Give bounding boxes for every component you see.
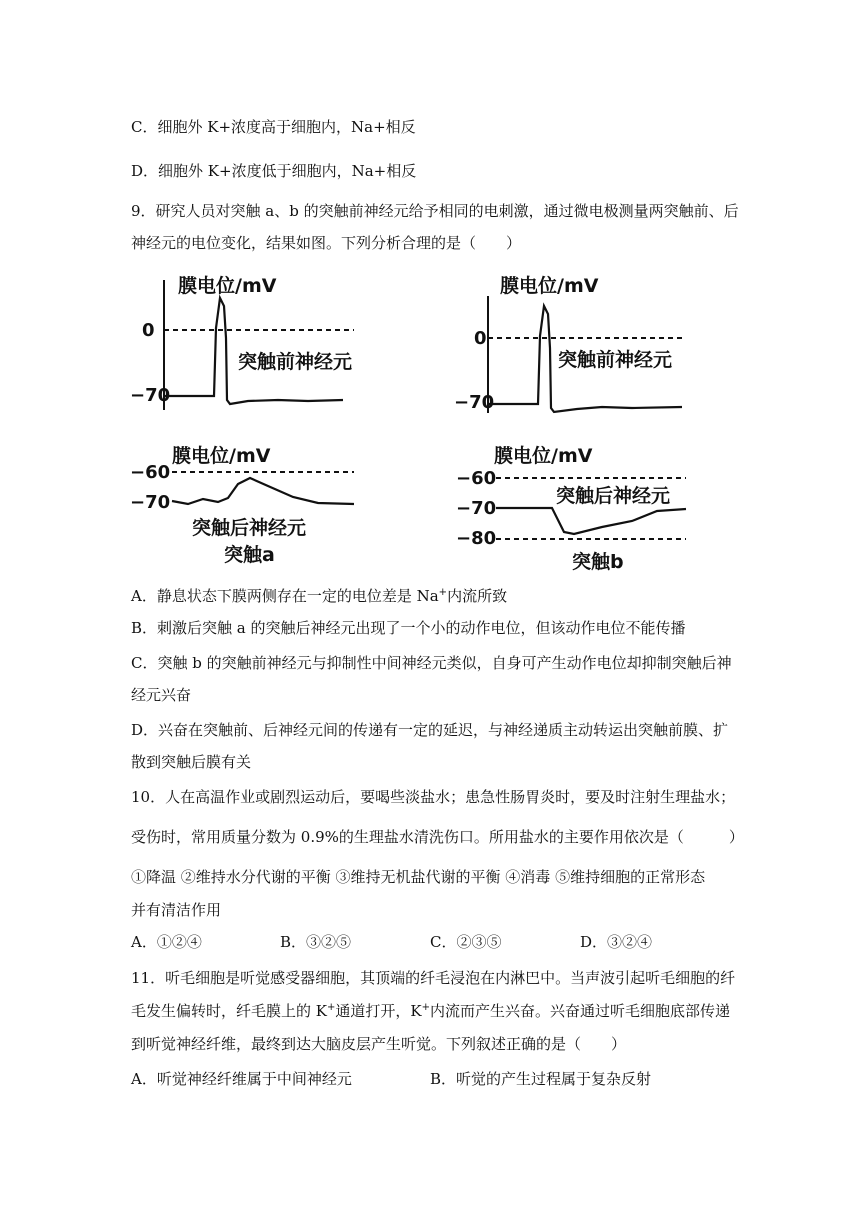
ylabel-top-a: 膜电位/mV [178, 275, 277, 297]
tick-m70-b: −70 [454, 392, 495, 413]
q9-option-c-line-1: C．突触 b 的突触前神经元与抑制性中间神经元类似，自身可产生动作电位却抑制突触后神 [131, 654, 732, 672]
q11-option-b: B．听觉的产生过程属于复杂反射 [430, 1070, 652, 1088]
q9-stem-line-2: 神经元的电位变化，结果如图。下列分析合理的是（ ） [131, 234, 522, 252]
tick-m60-b: −60 [456, 468, 497, 489]
q11-stem-line-2 [131, 1000, 730, 1022]
q9a-superscript: + [438, 587, 448, 598]
tick-0-b: 0 [474, 328, 487, 349]
q11-stem-line-3: 到听觉神经纤维，最终到达大脑皮层产生听觉。下列叙述正确的是（ ） [131, 1035, 627, 1053]
q9a-text-tail: 内流所致 [447, 587, 508, 605]
q10-option-a: A．①②④ [131, 933, 202, 951]
q11-superscript-2: + [421, 1002, 430, 1013]
q8-option-d: D．细胞外 K+浓度低于细胞内，Na+相反 [131, 162, 417, 180]
post-trace-b [496, 508, 686, 534]
q11-text-b: 通道打开，K [335, 1002, 422, 1020]
q11-option-a: A．听觉神经纤维属于中间神经元 [131, 1070, 352, 1088]
synapse-b-figure [452, 268, 712, 578]
tick-m60-a: −60 [130, 462, 171, 483]
q11-text-a: 毛发生偏转时，纤毛膜上的 K [131, 1002, 327, 1020]
ylabel-top-b: 膜电位/mV [500, 275, 599, 297]
post-trace-a [172, 478, 354, 504]
ylabel-bottom-b: 膜电位/mV [494, 445, 593, 467]
q9-option-c-line-2: 经元兴奋 [131, 686, 192, 704]
q9a-text: A．静息状态下膜两侧存在一定的电位差是 Na [131, 587, 439, 605]
q11-text-c: 内流而产生兴奋。兴奋通过听毛细胞底部传递 [429, 1002, 730, 1020]
pre-label-b: 突触前神经元 [558, 349, 673, 371]
q9-option-b: B．刺激后突触 a 的突触后神经元出现了一个小的动作电位，但该动作电位不能传播 [131, 619, 686, 637]
caption-b: 突触b [572, 551, 624, 573]
tick-m70-a: −70 [130, 385, 171, 406]
q10-stem-line-1: 10．人在高温作业或剧烈运动后，要喝些淡盐水；患急性肠胃炎时，要及时注射生理盐水； [131, 788, 736, 806]
tick-m70-bottom-b: −70 [456, 498, 497, 519]
q9-option-d-line-1: D．兴奋在突触前、后神经元间的传递有一定的延迟，与神经递质主动转运出突触前膜、扩 [131, 721, 729, 739]
caption-a: 突触a [224, 544, 275, 566]
q9-option-d-line-2: 散到突触后膜有关 [131, 753, 252, 771]
q11-superscript-1: + [326, 1002, 336, 1013]
q10-items-line-2: 并有清洁作用 [131, 901, 222, 919]
tick-m80-b: −80 [456, 528, 497, 549]
q10-option-c: C．②③⑤ [430, 933, 502, 951]
tick-0-a: 0 [142, 320, 155, 341]
q9-stem-line-1: 9．研究人员对突触 a、b 的突触前神经元给予相同的电刺激，通过微电极测量两突触前、后 [131, 202, 739, 220]
post-label-b: 突触后神经元 [556, 485, 671, 507]
pre-label-a: 突触前神经元 [238, 351, 353, 373]
ylabel-bottom-a: 膜电位/mV [172, 445, 271, 467]
q8-option-c: C．细胞外 K+浓度高于细胞内，Na+相反 [131, 118, 416, 136]
tick-m70-bottom-a: −70 [130, 492, 171, 513]
q11-stem-line-1: 11．听毛细胞是听觉感受器细胞，其顶端的纤毛浸泡在内淋巴中。当声波引起听毛细胞的纤 [131, 969, 736, 987]
q10-option-d: D．③②④ [580, 933, 653, 951]
synapse-a-figure [128, 268, 388, 573]
q10-stem-line-2: 受伤时，常用质量分数为 0.9%的生理盐水清洗伤口。所用盐水的主要作用依次是（ ） [131, 828, 744, 846]
q10-items-line-1: ①降温 ②维持水分代谢的平衡 ③维持无机盐代谢的平衡 ④消毒 ⑤维持细胞的正常形态 [131, 868, 706, 886]
post-label-a: 突触后神经元 [192, 517, 307, 539]
q10-option-b: B．③②⑤ [280, 933, 352, 951]
q9-option-a [131, 585, 507, 607]
